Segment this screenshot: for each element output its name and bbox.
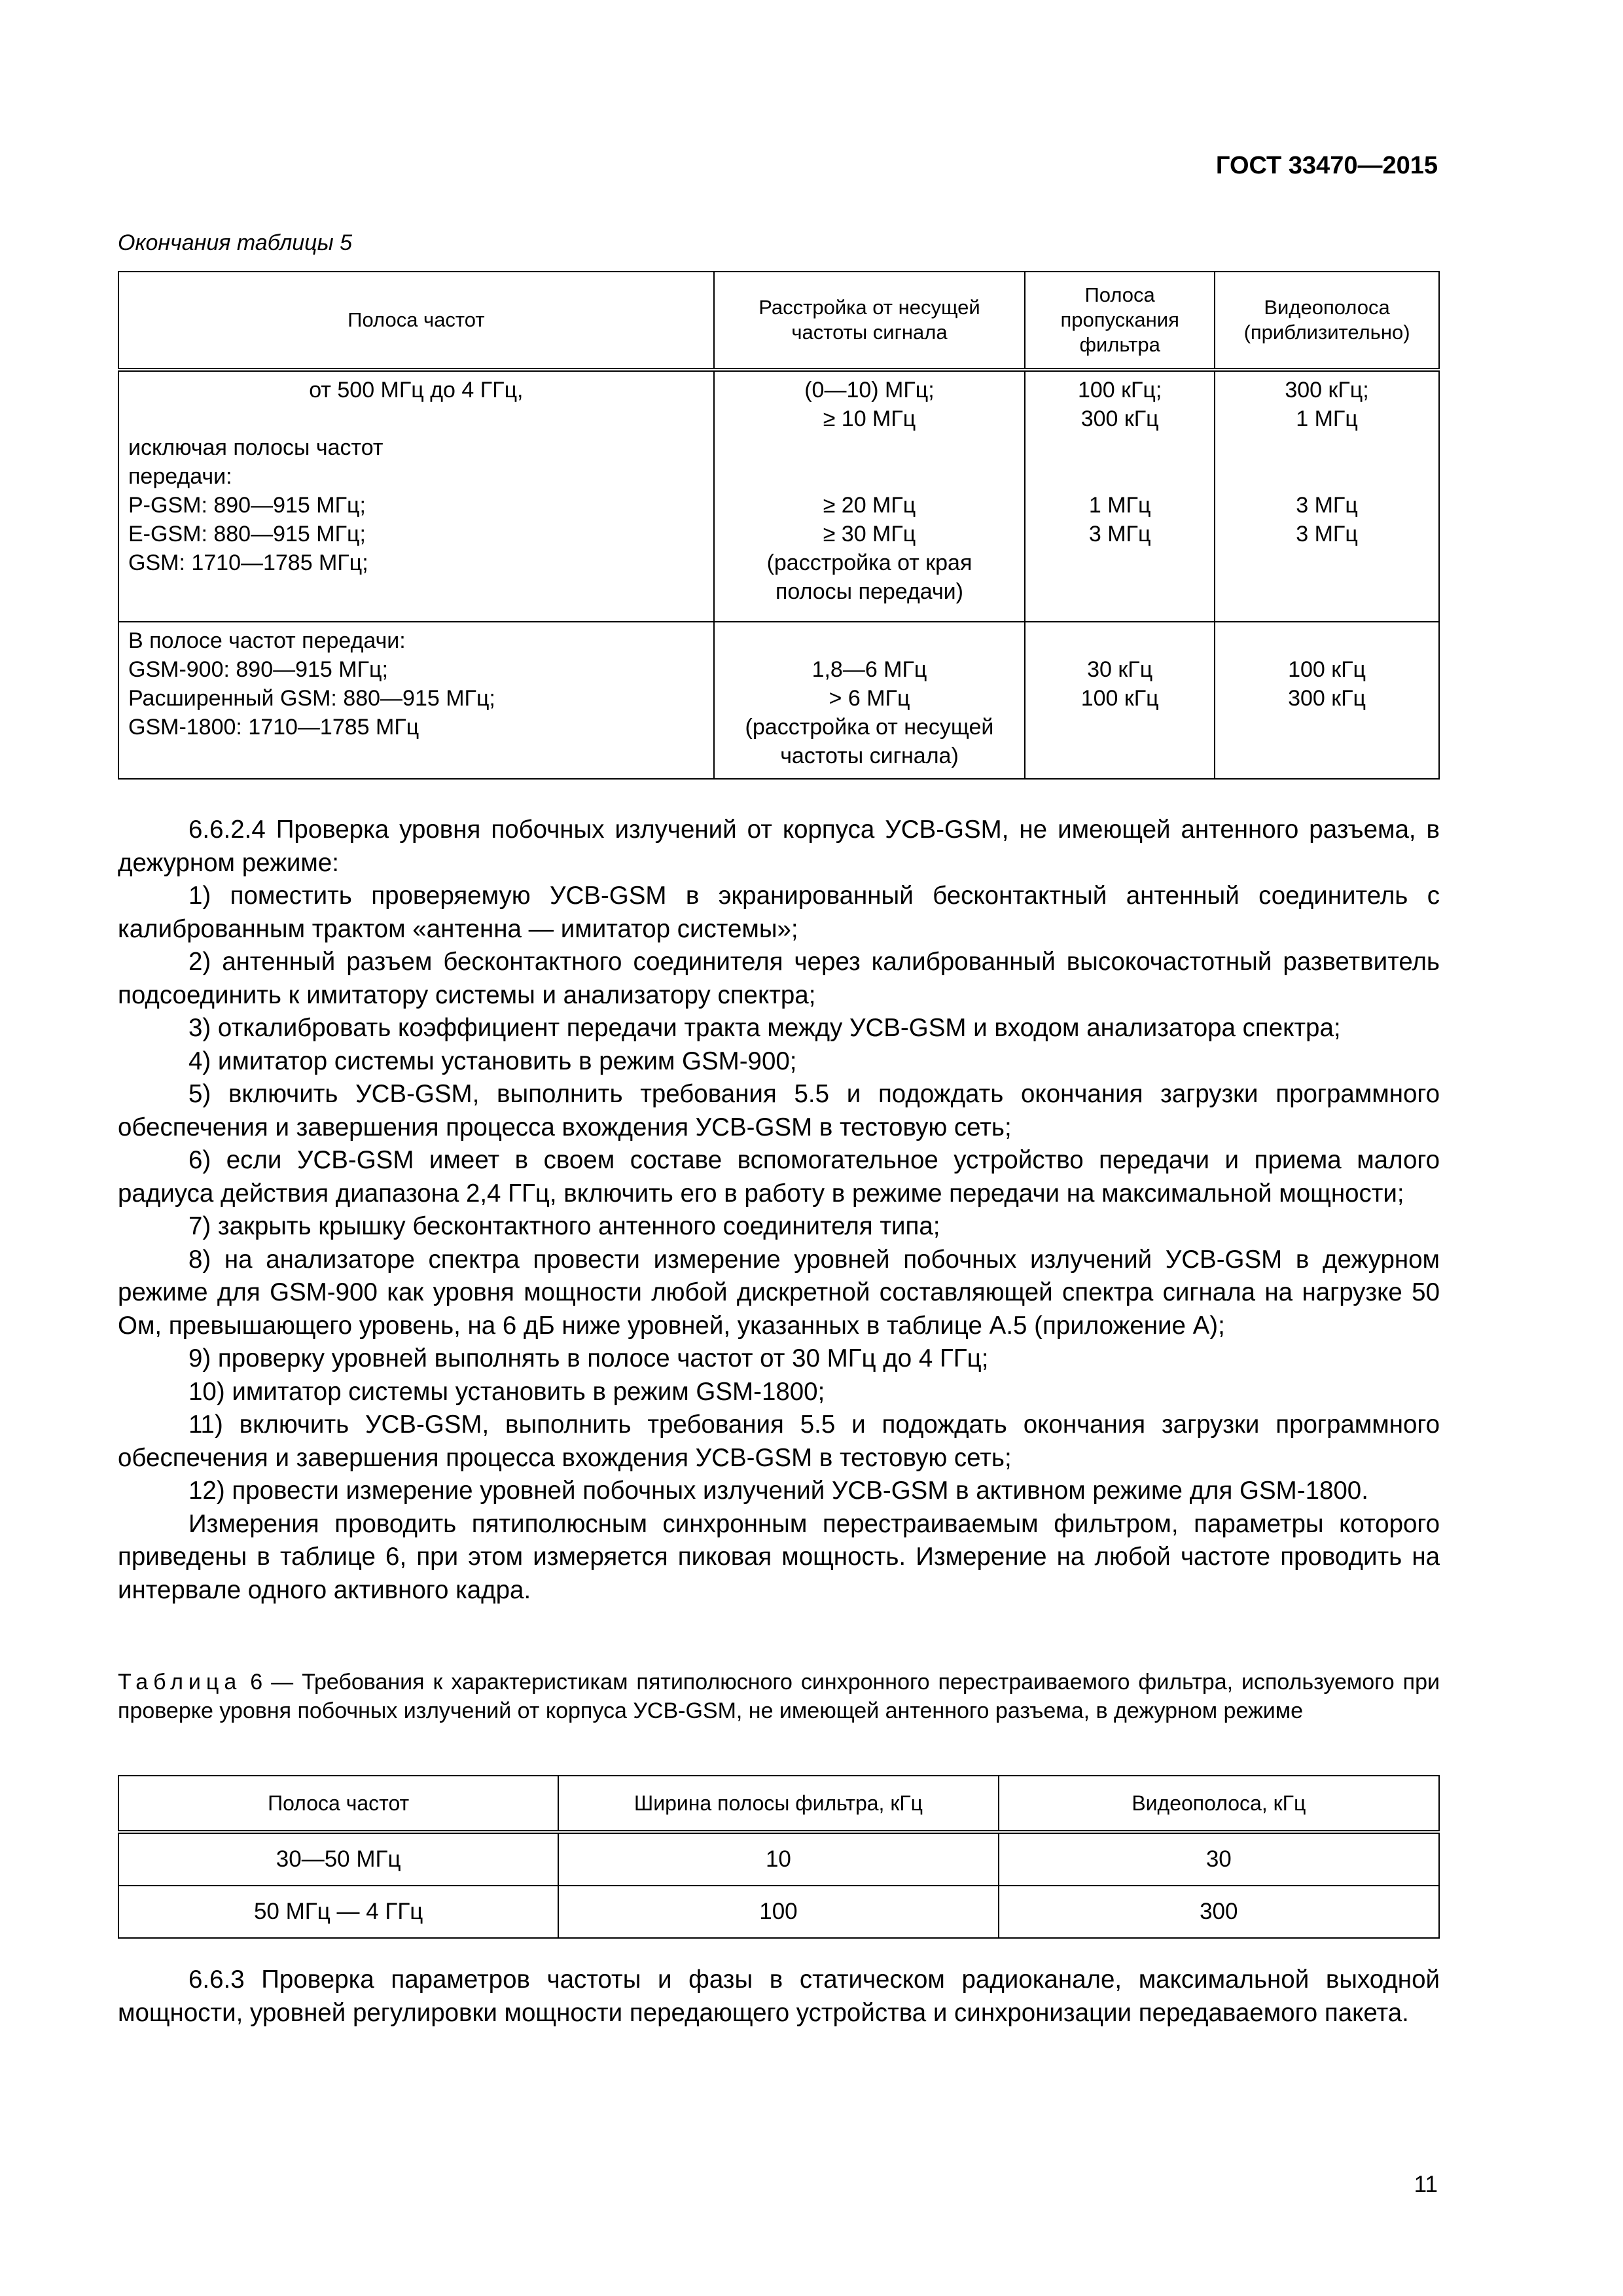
- table-header-cell: Полоса частот: [118, 272, 714, 370]
- step-item: 2) антенный разъем бесконтактного соединителя через калиброванный высокочастотный разветвитель подсоединить к имитатору системы и анализатору спектра;: [118, 948, 1440, 1009]
- step-item: 8) на анализаторе спектра провести измерение уровней побочных излучений УСВ-GSM в дежурном режиме для GSM-900 как уровня мощности любой дискретной составляющей спектра сигнала на нагрузке 50 Ом, превышающего уровень, на 6 дБ ниже уровней, указанных в таблице А.5 (приложение А);: [118, 1245, 1440, 1340]
- cell-line: ≥ 20 МГц: [823, 493, 916, 518]
- table-header-cell: Полоса пропускания фильтра: [1025, 272, 1215, 370]
- closing-section: [118, 1964, 1440, 2030]
- table-cell: [714, 622, 1026, 779]
- step-item: 12) провести измерение уровней побочных излучений УСВ-GSM в активном режиме для GSM-1800.: [188, 1477, 1368, 1505]
- table-header-cell: Видеополоса, кГц: [999, 1776, 1439, 1832]
- table-row: [118, 1832, 1439, 1886]
- section-paragraph: 6.6.2.4 Проверка уровня побочных излучений от корпуса УСВ-GSM, не имеющей антенного разъема, в дежурном режиме:: [118, 816, 1440, 877]
- table-cell: 30: [999, 1832, 1439, 1886]
- table-5: [118, 271, 1440, 780]
- cell-line: 3 МГц: [1088, 522, 1151, 547]
- cell-line: 300 кГц;: [1285, 378, 1369, 403]
- table-header-row: [118, 272, 1439, 370]
- cell-line: > 6 МГц: [829, 686, 910, 711]
- cell-line: 1 МГц: [1296, 406, 1358, 431]
- cell-line: передачи:: [128, 464, 232, 489]
- table-cell: 10: [558, 1832, 998, 1886]
- table-cell: 50 МГц — 4 ГГц: [118, 1886, 558, 1938]
- table-header-cell: Полоса частот: [118, 1776, 558, 1832]
- cell-line: 1,8—6 МГц: [812, 657, 927, 682]
- table-cell: [714, 370, 1026, 622]
- table-caption-label: Таблица: [118, 1670, 242, 1695]
- step-item: 4) имитатор системы установить в режим GSM-900;: [188, 1047, 797, 1075]
- cell-line: 100 кГц: [1080, 686, 1159, 711]
- cell-line: 300 кГц: [1288, 686, 1366, 711]
- table-cell: [118, 622, 714, 779]
- step-item: 11) включить УСВ-GSM, выполнить требования 5.5 и подождать окончания загрузки программного обеспечения и завершения процесса вхождения УСВ-GSM в тестовую сеть;: [118, 1410, 1440, 1472]
- table-header-cell: Ширина полосы фильтра, кГц: [558, 1776, 998, 1832]
- cell-line: В полосе частот передачи:: [128, 628, 406, 653]
- cell-line: ≥ 10 МГц: [823, 406, 916, 431]
- cell-line: P-GSM: 890—915 МГц;: [128, 493, 366, 518]
- cell-line: 100 кГц: [1288, 657, 1366, 682]
- step-item: 9) проверку уровней выполнять в полосе частот от 30 МГц до 4 ГГц;: [188, 1344, 989, 1372]
- cell-line: E-GSM: 880—915 МГц;: [128, 522, 366, 547]
- step-item: 1) поместить проверяемую УСВ-GSM в экранированный бесконтактный антенный соединитель с калиброванным трактом «антенна — имитатор системы»;: [118, 882, 1440, 943]
- cell-line: 1 МГц: [1088, 493, 1151, 518]
- step-item: 7) закрыть крышку бесконтактного антенного соединителя типа;: [188, 1212, 940, 1240]
- cell-line: Расширенный GSM: 880—915 МГц;: [128, 686, 495, 711]
- cell-line: ≥ 30 МГц: [823, 522, 916, 547]
- step-item: 3) откалибровать коэффициент передачи тракта между УСВ-GSM и входом анализатора спектра;: [188, 1014, 1341, 1042]
- document-code: ГОСТ 33470—2015: [1215, 152, 1438, 179]
- table-header-row: [118, 1776, 1439, 1832]
- cell-line: частоты сигнала): [780, 744, 959, 768]
- table-continuation-label: Окончания таблицы 5: [118, 230, 352, 255]
- table-cell: 300: [999, 1886, 1439, 1938]
- cell-line: (0—10) МГц;: [804, 378, 935, 403]
- cell-line: (расстройка от края: [766, 550, 972, 575]
- body-text: [118, 814, 1440, 1607]
- table-header-cell: Видеополоса (приблизительно): [1215, 272, 1439, 370]
- cell-line: исключая полосы частот: [128, 435, 383, 460]
- page-number: 11: [1414, 2172, 1438, 2197]
- table-6: [118, 1775, 1440, 1939]
- cell-line: 300 кГц: [1080, 406, 1159, 431]
- step-item: 6) если УСВ-GSM имеет в своем составе вспомогательное устройство передачи и приема малого радиуса действия диапазона 2,4 ГГц, включить его в работу в режиме передачи на максимальной мощности;: [118, 1146, 1440, 1208]
- table-cell: [1025, 622, 1215, 779]
- measurement-paragraph: Измерения проводить пятиполюсным синхронным перестраиваемым фильтром, параметры которого приведены в таблице 6, при этом измеряется пиковая мощность. Измерение на любой частоте проводить на интервале одного активного кадра.: [118, 1509, 1440, 1604]
- section-paragraph: 6.6.3 Проверка параметров частоты и фазы в статическом радиоканале, максимальной выходной мощности, уровней регулировки мощности передающего устройства и синхронизации передаваемого пакета.: [118, 1965, 1440, 2027]
- cell-line: GSM-900: 890—915 МГц;: [128, 657, 388, 682]
- table-cell: [118, 370, 714, 622]
- table-row: [118, 370, 1439, 622]
- table-caption-text: 6 — Требования к характеристикам пятиполюсного синхронного перестраиваемого фильтра, используемого при проверке уровня побочных излучений от корпуса УСВ-GSM, не имеющей антенного разъема, в дежурном режиме: [118, 1670, 1440, 1723]
- cell-line: GSM-1800: 1710—1785 МГц: [128, 715, 419, 740]
- cell-line: GSM: 1710—1785 МГц;: [128, 550, 368, 575]
- cell-line: от 500 МГц до 4 ГГц,: [309, 378, 524, 403]
- cell-line: 3 МГц: [1296, 522, 1358, 547]
- table-cell: [1215, 370, 1439, 622]
- table-6-caption: [118, 1668, 1440, 1725]
- cell-line: полосы передачи): [775, 579, 963, 604]
- table-row: [118, 1886, 1439, 1938]
- table-header-cell: Расстройка от несущей частоты сигнала: [714, 272, 1026, 370]
- cell-line: 30 кГц: [1087, 657, 1153, 682]
- table-cell: 30—50 МГц: [118, 1832, 558, 1886]
- step-item: 10) имитатор системы установить в режим GSM-1800;: [188, 1377, 825, 1406]
- table-row: [118, 622, 1439, 779]
- cell-line: (расстройка от несущей: [745, 715, 994, 740]
- table-cell: 100: [558, 1886, 998, 1938]
- table-cell: [1025, 370, 1215, 622]
- cell-line: 100 кГц;: [1077, 378, 1162, 403]
- table-cell: [1215, 622, 1439, 779]
- step-item: 5) включить УСВ-GSM, выполнить требования 5.5 и подождать окончания загрузки программного обеспечения и завершения процесса вхождения УСВ-GSM в тестовую сеть;: [118, 1080, 1440, 1141]
- cell-line: 3 МГц: [1296, 493, 1358, 518]
